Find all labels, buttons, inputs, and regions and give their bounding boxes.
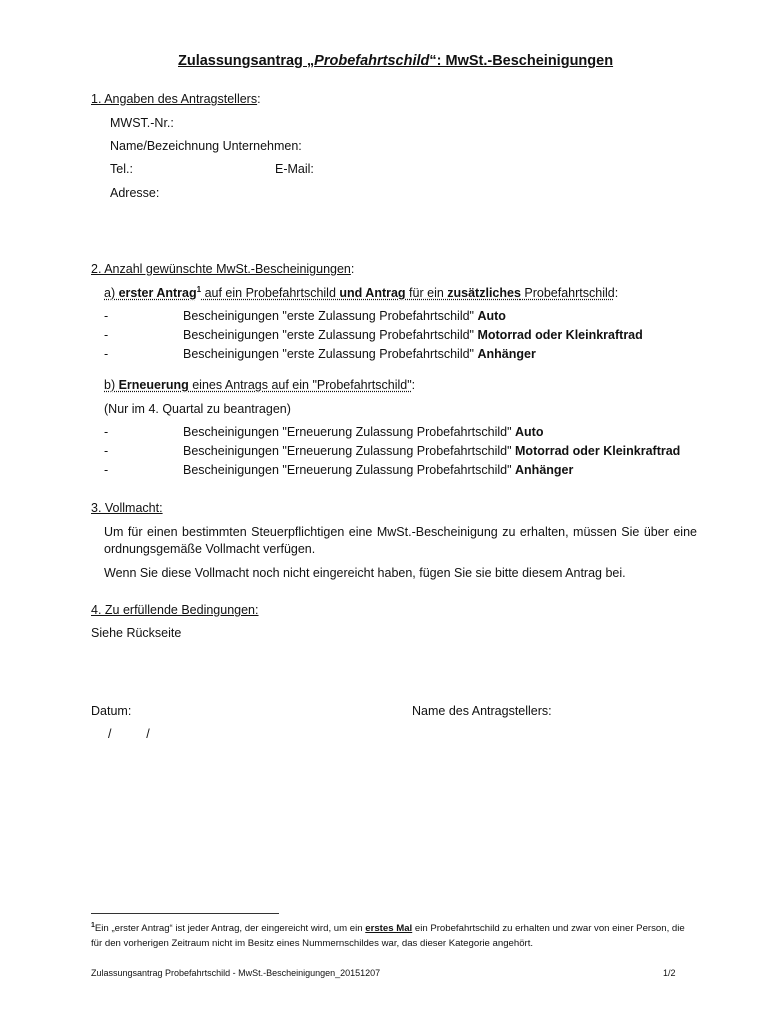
list-item-bold: Motorrad oder Kleinkraftrad <box>477 328 643 342</box>
list-item <box>183 309 506 323</box>
company-name-label: Name/Bezeichnung Unternehmen: <box>110 139 302 153</box>
list-dash: - <box>104 425 109 439</box>
list-item-bold: Auto <box>477 309 506 323</box>
date-slashes: / / <box>108 727 150 741</box>
list-item-bold: Auto <box>515 425 544 439</box>
date-label: Datum: <box>91 704 132 718</box>
section2a-text2: für ein <box>405 286 448 301</box>
email-label: E-Mail: <box>275 162 314 176</box>
section2-heading-colon: : <box>350 262 355 276</box>
section2b-text: eines Antrags auf ein "Probefahrtschild" <box>188 378 412 392</box>
section4-text: Siehe Rückseite <box>91 626 182 640</box>
section3-heading: 3. Vollmacht: <box>91 501 163 515</box>
section2b-heading <box>104 378 415 392</box>
list-item-text: Bescheinigungen "Erneuerung Zulassung Probefahrtschild" <box>183 444 516 458</box>
list-dash: - <box>104 309 109 323</box>
list-dash: - <box>104 328 109 342</box>
footnote-rule <box>91 913 279 914</box>
list-item-bold: Anhänger <box>477 347 536 361</box>
list-item <box>183 425 543 439</box>
mwst-label: MWST.-Nr.: <box>110 116 174 130</box>
address-label: Adresse: <box>110 186 160 200</box>
footnote <box>91 918 691 951</box>
list-item <box>183 328 643 342</box>
section2a-heading <box>104 285 618 300</box>
footnote-ref: 1 <box>196 285 202 294</box>
applicant-name-label: Name des Antragstellers: <box>412 704 552 718</box>
title-italic: Probefahrtschild <box>314 53 430 69</box>
list-item-text: Bescheinigungen "erste Zulassung Probefahrtschild" <box>183 328 478 342</box>
section2a-text1: auf ein Probefahrtschild <box>201 286 340 301</box>
footer-left: Zulassungsantrag Probefahrtschild - MwSt.-Bescheinigungen_20151207 <box>91 968 381 978</box>
section2b-label: b) <box>104 378 119 392</box>
list-item-bold: Motorrad oder Kleinkraftrad <box>515 444 681 458</box>
section2-heading <box>91 262 354 276</box>
section2a-additional: zusätzliches <box>447 286 521 301</box>
section4-heading: 4. Zu erfüllende Bedingungen: <box>91 603 259 617</box>
section1-heading-text: 1. Angaben des Antragstellers <box>91 92 258 106</box>
section2b-renewal: Erneuerung <box>118 378 189 392</box>
list-item-bold: Anhänger <box>515 463 574 477</box>
list-item-text: Bescheinigungen "erste Zulassung Probefahrtschild" <box>183 309 478 323</box>
list-item <box>183 463 573 477</box>
section2b-note: (Nur im 4. Quartal zu beantragen) <box>104 402 291 416</box>
section2-heading-text: 2. Anzahl gewünschte MwSt.-Bescheinigungen <box>91 262 351 276</box>
section3-paragraph-1: Um für einen bestimmten Steuerpflichtigen eine MwSt.-Bescheinigung zu erhalten, müssen Sie über eine ordnungsgemäße Vollmacht verfügen. <box>104 525 697 556</box>
section1-heading <box>91 92 261 106</box>
section2a-text3: Probefahrtschild <box>520 286 615 301</box>
list-dash: - <box>104 463 109 477</box>
tel-label: Tel.: <box>110 162 133 176</box>
title-suffix: “: MwSt.-Bescheinigungen <box>429 53 614 69</box>
page-title <box>178 53 613 69</box>
section1-heading-colon: : <box>257 92 261 106</box>
footnote-number: 1 <box>91 922 95 929</box>
list-item-text: Bescheinigungen "erste Zulassung Probefahrtschild" <box>183 347 478 361</box>
footnote-text2: ein Probefahrtschild zu erhalten und zwar von einer Person, die für den vorherigen Zeitraum nicht im Besitz eines Nummernschildes war, das dieser Kategorie angehört. <box>91 923 685 950</box>
section2a-and-application: und Antrag <box>339 286 406 301</box>
list-dash: - <box>104 347 109 361</box>
list-item-text: Bescheinigungen "Erneuerung Zulassung Probefahrtschild" <box>183 425 516 439</box>
section2a-colon: : <box>614 286 619 301</box>
footnote-first-time: erstes Mal <box>365 923 413 935</box>
page-number: 1/2 <box>663 968 676 978</box>
section2b-colon: : <box>411 378 416 392</box>
list-item <box>183 347 536 361</box>
section2a-label: a) <box>104 286 119 301</box>
list-dash: - <box>104 444 109 458</box>
footnote-text1: Ein „erster Antrag“ ist jeder Antrag, der eingereicht wird, um ein <box>94 923 366 935</box>
title-prefix: Zulassungsantrag „ <box>178 53 315 69</box>
list-item <box>183 444 680 458</box>
section2a-first-application: erster Antrag <box>118 286 197 301</box>
section3-paragraph-2: Wenn Sie diese Vollmacht noch nicht eingereicht haben, fügen Sie sie bitte diesem Antrag bei. <box>104 566 626 580</box>
list-item-text: Bescheinigungen "Erneuerung Zulassung Probefahrtschild" <box>183 463 516 477</box>
